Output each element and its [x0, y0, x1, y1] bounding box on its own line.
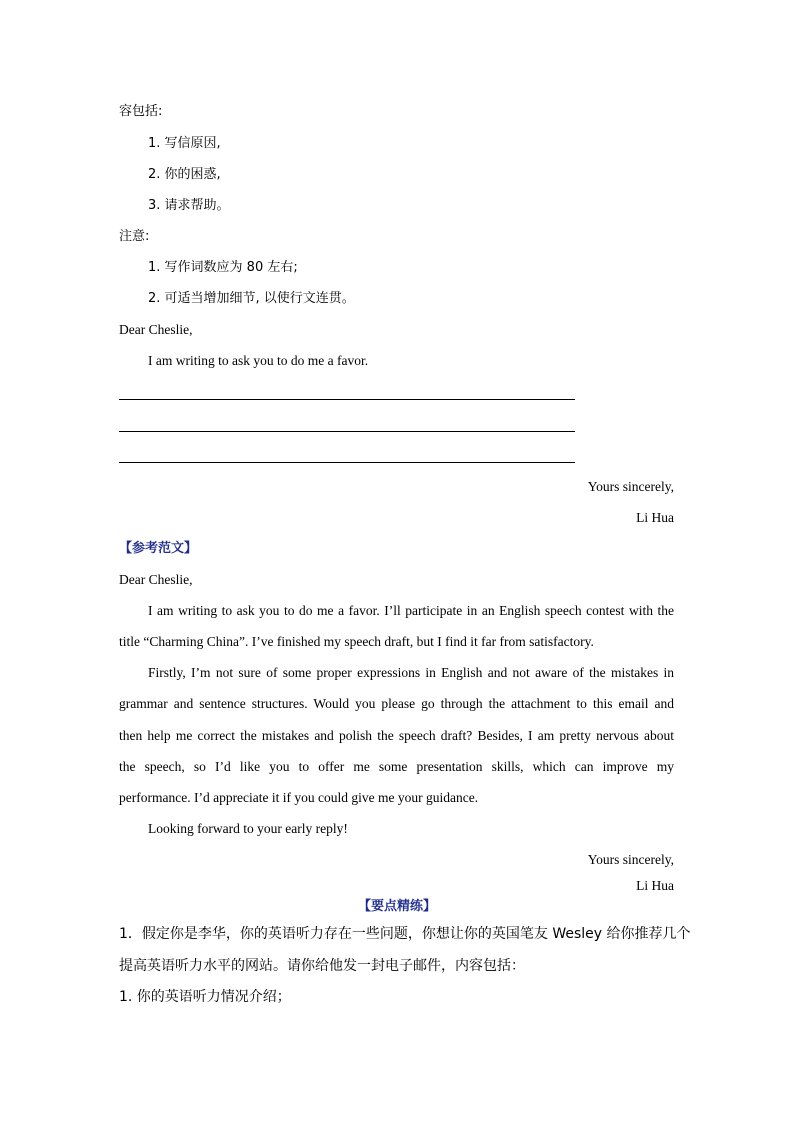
letter-salutation: Dear Cheslie, — [119, 322, 193, 337]
content-item-1: 1. 写信原因, — [148, 136, 221, 151]
notes-item-2: 2. 可适当增加细节, 以使行文连贯。 — [148, 291, 355, 306]
content-item-3: 3. 请求帮助。 — [148, 198, 230, 213]
content-intro: 容包括: — [119, 104, 163, 119]
reference-signature: Li Hua — [636, 878, 674, 893]
letter-opening: I am writing to ask you to do me a favor. — [148, 353, 369, 368]
reference-line-1: I am writing to ask you to do me a favor. I’ll participate in an English speech contest with the — [148, 603, 674, 618]
answer-line-3 — [119, 462, 575, 463]
reference-closing: Yours sincerely, — [587, 852, 674, 867]
reference-salutation: Dear Cheslie, — [119, 572, 193, 587]
practice-question-line-1: 1．假定你是李华，你的英语听力存在一些问题，你想让你的英国笔友 Wesley 给你推荐几个 — [119, 926, 691, 942]
task-closing: Yours sincerely, — [587, 479, 674, 494]
practice-question-item-1: 1. 你的英语听力情况介绍； — [119, 989, 291, 1005]
reference-line-4: grammar and sentence structures. Would you please go through the attachment to this email and — [119, 696, 674, 711]
notes-label: 注意: — [119, 229, 150, 244]
practice-heading: 【要点精练】 — [357, 899, 436, 914]
reference-line-8: Looking forward to your early reply! — [148, 821, 348, 836]
reference-line-3: Firstly, I’m not sure of some proper expressions in English and not aware of the mistakes in — [148, 665, 674, 680]
reference-line-5: then help me correct the mistakes and polish the speech draft? Besides, I am pretty nervous about — [119, 728, 674, 743]
task-signature: Li Hua — [636, 510, 674, 525]
answer-line-2 — [119, 431, 575, 432]
notes-item-1: 1. 写作词数应为 80 左右; — [148, 260, 298, 275]
reference-line-7: performance. I’d appreciate it if you could give me your guidance. — [119, 790, 479, 805]
practice-question-line-2: 提高英语听力水平的网站。请你给他发一封电子邮件，内容包括： — [119, 958, 525, 974]
reference-line-2: title “Charming China”. I’ve finished my speech draft, but I find it far from satisfactory. — [119, 634, 594, 649]
content-item-2: 2. 你的困惑, — [148, 167, 221, 182]
reference-line-6: the speech, so I’d like you to offer me some presentation skills, which can improve my — [119, 759, 674, 774]
answer-line-1 — [119, 399, 575, 400]
reference-heading: 【参考范文】 — [119, 541, 198, 556]
